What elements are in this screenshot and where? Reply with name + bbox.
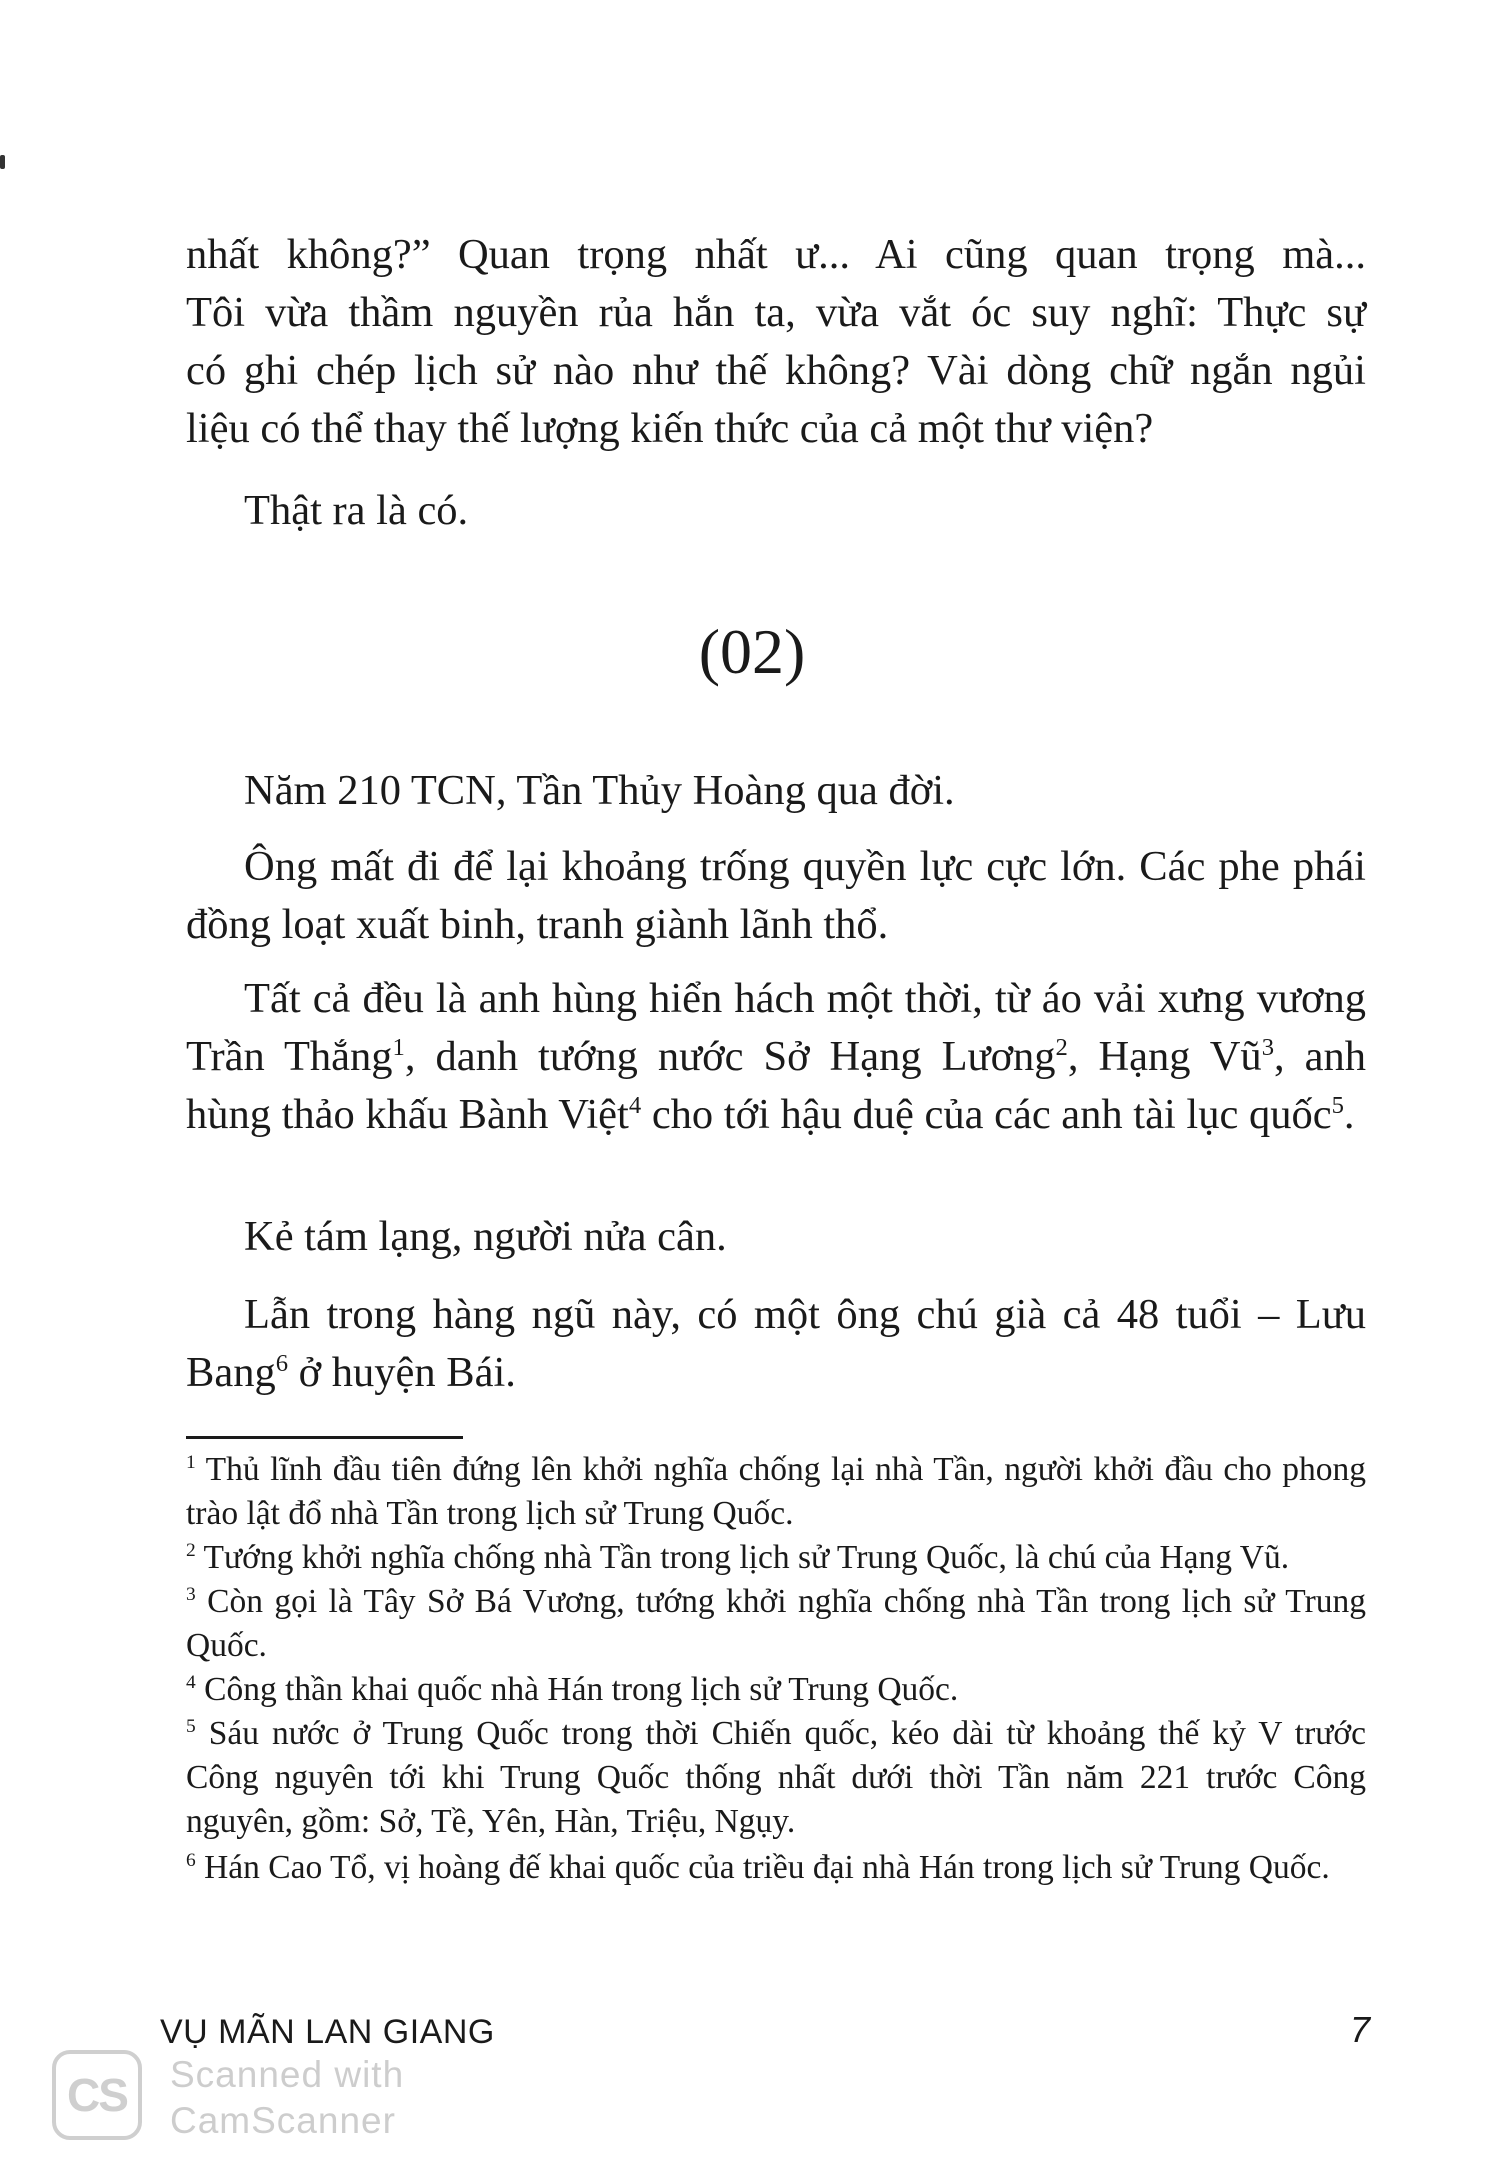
footnote-separator xyxy=(186,1436,463,1439)
camscanner-logo-icon: CS xyxy=(52,2050,142,2140)
footnote: $^6$ Hán Cao Tổ, vị hoàng đế khai quốc của triều đại nhà Hán trong lịch sử Trung Quốc. xyxy=(186,1849,1330,1886)
footnote-number: 2 xyxy=(186,1539,196,1561)
text-line: Tôi vừa thầm nguyền rủa hắn ta, vừa vắt óc suy nghĩ: Thực sự xyxy=(186,289,1366,336)
footnote: $^3$ Còn gọi là Tây Sở Bá Vương, tướng khởi nghĩa chống nhà Tần trong lịch sử Trung Quốc. xyxy=(186,1583,1366,1664)
footnote-number: 6 xyxy=(186,1849,196,1871)
paragraph-continuation xyxy=(186,226,1366,458)
footnote-ref: 3 xyxy=(1261,1033,1275,1061)
paragraph-with-footnote-refs: Tất cả đều là anh hùng hiển hách một thời, từ áo vải xưng vương Trần Thắng$^1$, danh tướng nước Sở Hạng Lương$^2$, Hạng $Vũ^3$, anh hùng thảo khấu Bành Việt$^4$ cho tới hậu duệ của các anh tài lục quốc$^5$. xyxy=(186,975,1366,1138)
footnote-ref: 4 xyxy=(628,1091,642,1119)
footnote-ref: 2 xyxy=(1055,1033,1068,1061)
footnote-number: 4 xyxy=(186,1671,196,1693)
watermark-line: Scanned with xyxy=(170,2054,405,2095)
footnote-ref: 5 xyxy=(1331,1091,1344,1119)
paragraph-with-footnote-refs: Lẫn trong hàng ngũ này, có một ông chú già cả 48 tuổi – Lưu Bang$^6$ ở huyện Bái. xyxy=(186,1291,1366,1396)
page-number: 7 xyxy=(1349,2009,1370,2050)
footnote-ref: 1 xyxy=(392,1033,405,1061)
footnote: $^2$ Tướng khởi nghĩa chống nhà Tần trong lịch sử Trung Quốc, là chú của Hạng Vũ. xyxy=(186,1539,1290,1576)
paragraph: Kẻ tám lạng, người nửa cân. xyxy=(244,1213,727,1260)
footnote: $^1$ Thủ lĩnh đầu tiên đứng lên khởi nghĩa chống lại nhà Tần, người khởi đầu cho phong trào lật đổ nhà Tần trong lịch sử Trung Quốc. xyxy=(186,1451,1366,1532)
text-line: có ghi chép lịch sử nào như thế không? Vài dòng chữ ngắn ngủi xyxy=(186,347,1366,394)
paragraph: Ông mất đi để lại khoảng trống quyền lực cực lớn. Các phe phái đồng loạt xuất binh, tranh giành lãnh thổ. xyxy=(186,843,1366,948)
running-footer-author: VỤ MÃN LAN GIANG xyxy=(160,2013,495,2051)
text-line: nhất không?” Quan trọng nhất ư... Ai cũng quan trọng mà... xyxy=(186,231,1366,278)
footnote-number: 1 xyxy=(186,1451,196,1473)
watermark-line: CamScanner xyxy=(170,2100,396,2141)
section-number: (02) xyxy=(698,616,806,687)
footnote-number: 5 xyxy=(186,1715,196,1737)
paragraph: Năm 210 TCN, Tần Thủy Hoàng qua đời. xyxy=(244,767,955,814)
footnote-number: 3 xyxy=(186,1583,196,1605)
paragraph-short: Thật ra là có. xyxy=(244,487,469,534)
footnote: $^4$ Công thần khai quốc nhà Hán trong lịch sử Trung Quốc. xyxy=(186,1671,959,1708)
footnote-ref: 6 xyxy=(275,1349,289,1377)
footnote: $^5$ Sáu nước ở Trung Quốc trong thời Chiến quốc, kéo dài từ khoảng thế kỷ V trước Công nguyên tới khi Trung Quốc thống nhất dưới thời Tần năm 221 trước Công nguyên, gồm: Sở, Tề, Yên, Hàn, Triệu, Ngụy. xyxy=(186,1715,1367,1840)
scan-edge-mark xyxy=(0,155,5,169)
text-line: liệu có thể thay thế lượng kiến thức của cả một thư viện? xyxy=(186,405,1154,452)
